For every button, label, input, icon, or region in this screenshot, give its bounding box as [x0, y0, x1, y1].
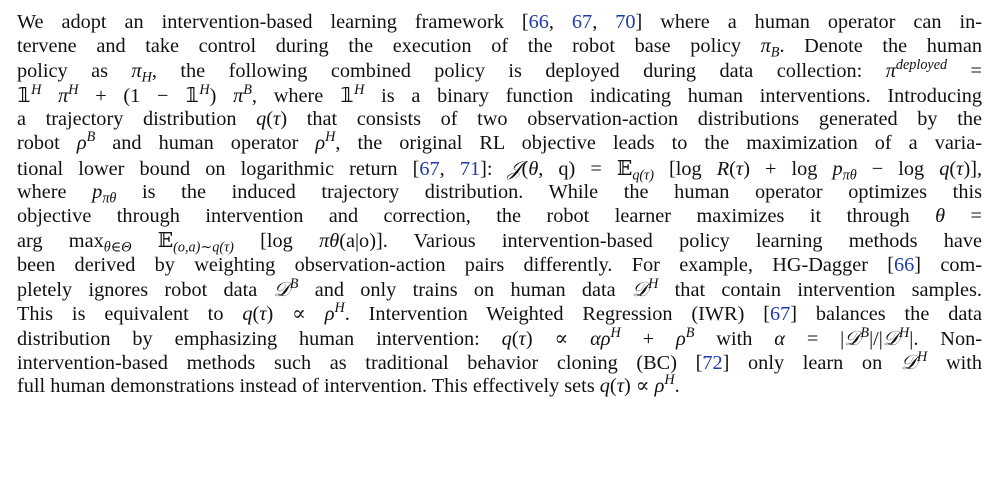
paragraph-line-1: We adopt an intervention-based learning framework [66, 67, 70] where a human operator can in-: [17, 11, 982, 33]
paragraph-line-13: This is equivalent to $q(\tau) \propto \rho^H$. Intervention Weighted Regression (IWR) [67] balances the data: [17, 299, 982, 325]
paragraph-line-5: a trajectory distribution q(τ) that consists of two observation-action distributions generated by the: [17, 108, 982, 131]
paragraph-line-3: policy as $\pi_H$, the following combined policy is deployed during data collection: $\pi^{deployed}$ =: [17, 56, 982, 85]
paragraph-line-9: objective through intervention and correction, the robot learner maximizes it through θ =: [17, 205, 982, 228]
paragraph-line-15: intervention-based methods such as traditional behavior cloning (BC) [72] only learn on 𝒟$^H$ with: [17, 349, 982, 375]
paragraph-line-2: tervene and take control during the execution of the robot base policy $\pi_B$. Denote the human: [17, 35, 982, 61]
paragraph-line-12: pletely ignores robot data 𝒟$^B$ and only trains on human data 𝒟$^H$ that contain intervention samples.: [17, 276, 982, 302]
paragraph-line-10: arg $\max_{\theta\in\Theta}$ 𝔼$_{(o,a)\sim q(\tau)}$ [log πθ(a|o)]. Various intervention-based policy learning methods have: [17, 229, 983, 255]
paragraph-line-14: distribution by emphasizing human intervention: $q(\tau) \propto \alpha\rho^H + \rho^B$ with α = |𝒟$^B$|/|𝒟$^H$|. Non-: [17, 325, 982, 350]
paragraph-line-4: $𝟙^H$ $\pi^H + (1$ − $𝟙^H$) $\pi^B$, where $𝟙^H$ is a binary function indicating human interventions. Introducing: [17, 82, 982, 107]
paragraph-line-8: where $p_{\pi\theta}$ is the induced trajectory distribution. While the human operator optimizes this: [17, 181, 982, 207]
paragraph-line-11: been derived by weighting observation-action pairs differently. For example, HG-Dagger [66] com-: [17, 253, 982, 276]
paragraph-line-16: full human demonstrations instead of intervention. This effectively sets $q(\tau) \propto \rho^H$.: [17, 372, 680, 398]
paragraph-line-7: tional lower bound on logarithmic return [67, 71]: 𝒥(θ, q) = 𝔼$_{q(\tau)}$ [log $R(\tau) + \log p_{\pi\theta} - \log q(\tau)$],: [17, 155, 983, 184]
paragraph-line-6: robot $\rho^B$ and human operator $\rho^H$, the original RL objective leads to the maximization of a varia-: [17, 129, 982, 155]
body-paragraph: [17, 10, 982, 399]
